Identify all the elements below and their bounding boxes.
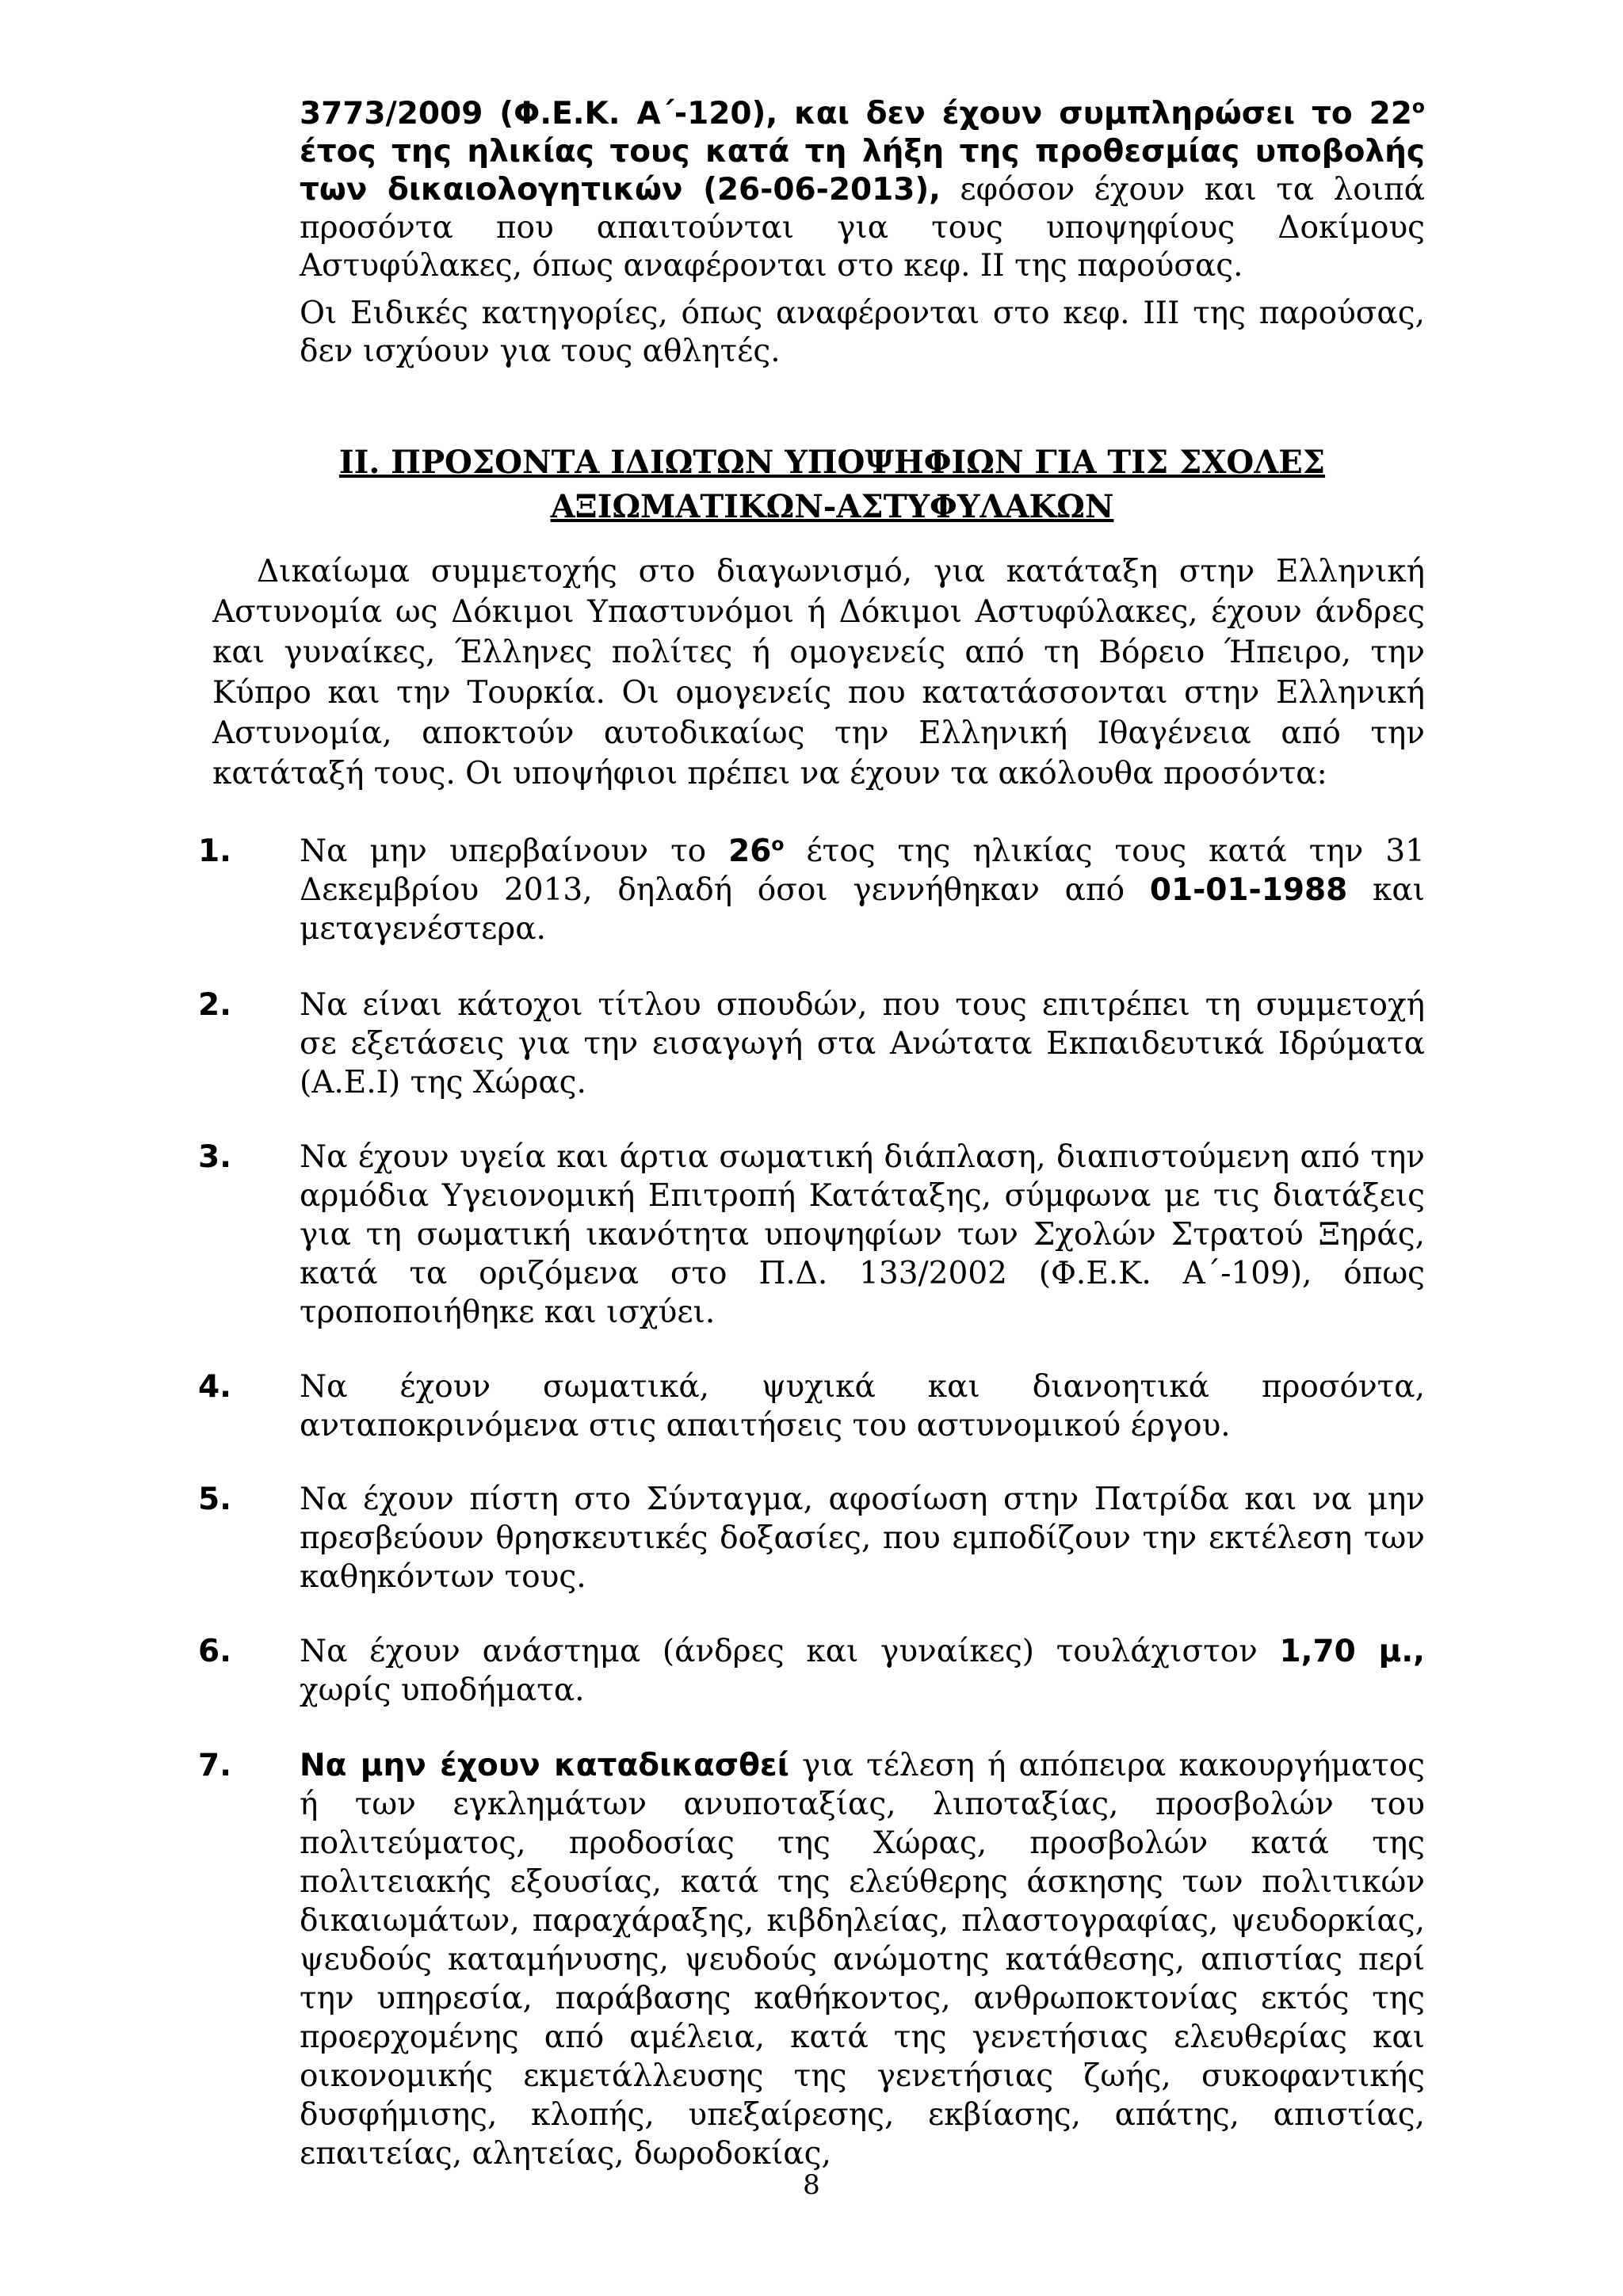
section-heading-line2: ΑΞΙΩΜΑΤΙΚΩΝ-ΑΣΤΥΦΥΛΑΚΩΝ [550, 488, 1114, 525]
intro-bold-mid: έτος της ηλικίας τους κατά τη λήξη της προθεσμίας υποβολής των δικαιολογητικών (26-06-2013), [300, 134, 1425, 208]
item-1-text-c: και μεταγενέστερα. [300, 872, 1425, 947]
list-item-number: 4. [198, 1369, 231, 1405]
list-item-text [300, 1632, 1425, 1710]
intro-paragraph [300, 95, 1425, 285]
list-item-number: 7. [198, 1748, 231, 1783]
item-1-bold-date: 01-01-1988 [1149, 872, 1348, 908]
intro-bold-sup: ο [1411, 95, 1425, 117]
page-number: 8 [803, 2169, 820, 2201]
intro-rest: εφόσον έχουν και τα λοιπά προσόντα που απαιτούνται για τους υποψηφίους Δοκίμους Αστυφύλακες, όπως αναφέρονται στο κεφ. ΙΙ της παρούσας. [300, 172, 1425, 284]
item-6-text-b: χωρίς υποδήματα. [300, 1672, 585, 1708]
section-heading [238, 441, 1426, 529]
item-1-text-b: έτος της ηλικίας τους κατά την 31 Δεκεμβρίου 2013, δηλαδή όσοι γεννήθηκαν από [300, 833, 1425, 908]
list-item-text: Να είναι κάτοχοι τίτλου σπουδών, που τους επιτρέπει τη συμμετοχή σε εξετάσεις για την εισαγωγή στα Ανώτατα Εκπαιδευτικά Ιδρύματα (Α.Ε.Ι) της Χώρας. [300, 987, 1425, 1100]
section-heading-line1: ΙΙ. ΠΡΟΣΟΝΤΑ ΙΔΙΩΤΩΝ ΥΠΟΨΗΦΙΩΝ ΓΙΑ ΤΙΣ ΣΧΟΛΕΣ [338, 444, 1326, 481]
list-item-number: 3. [198, 1139, 231, 1175]
item-1-text-a: Να μην υπερβαίνουν το [300, 833, 729, 869]
intro-second-text: Οι Ειδικές κατηγορίες, όπως αναφέρονται στο κεφ. ΙΙΙ της παρούσας, δεν ισχύουν για τους αθλητές. [300, 296, 1425, 369]
list-item-number: 2. [198, 987, 231, 1023]
list-item-number: 1. [198, 833, 231, 869]
list-item-text [300, 1746, 1425, 2173]
list-item-text: Να έχουν πίστη στο Σύνταγμα, αφοσίωση στην Πατρίδα και να μην πρεσβεύουν θρησκευτικές δοξασίες, που εμποδίζουν την εκτέλεση των καθηκόντων τους. [300, 1482, 1425, 1595]
list-item-text: Να έχουν σωματικά, ψυχικά και διανοητικά προσόντα, ανταποκρινόμενα στις απαιτήσεις του αστυνομικού έργου. [300, 1369, 1425, 1444]
item-6-bold-height: 1,70 μ., [1279, 1634, 1425, 1669]
item-7-text: για τέλεση ή απόπειρα κακουργήματος ή των εγκλημάτων ανυποταξίας, λιποταξίας, προσβολών του πολιτεύματος, προδοσίας της Χώρας, προσβολών κατά της πολιτειακής εξουσίας, κατά της ελεύθερης άσκησης των πολιτικών δικαιωμάτων, παραχάραξης, κιβδηλείας, πλαστογραφίας, ψευδορκίας, ψευδούς καταμήνυσης, ψευδούς ανώμοτης κατάθεσης, απιστίας περί την υπηρεσία, παράβασης καθήκοντος, ανθρωποκτονίας εκτός της προερχομένης από αμέλεια, κατά της γενετήσιας ελευθερίας και οικονομικής εκμετάλλευσης της γενετήσιας ζωής, συκοφαντικής δυσφήμισης, κλοπής, υπεξαίρεσης, εκβίασης, απάτης, απιστίας, επαιτείας, αλητείας, δωροδοκίας, [300, 1748, 1426, 2172]
list-item-text: Να έχουν υγεία και άρτια σωματική διάπλαση, διαπιστούμενη από την αρμόδια Υγειονομική Επιτροπή Κατάταξης, σύμφωνα με τις διατάξεις για τη σωματική ικανότητα υποψηφίων των Σχολών Στρατού Ξηράς, κατά τα οριζόμενα στο Π.Δ. 133/2002 (Φ.Ε.Κ. Α΄-109), όπως τροποποιήθηκε και ισχύει. [300, 1139, 1425, 1330]
item-7-bold-lead: Να μην έχουν καταδικασθεί [300, 1748, 789, 1783]
list-item-number: 6. [198, 1634, 231, 1669]
list-item-text [300, 832, 1425, 948]
intro-bold-lead: 3773/2009 (Φ.Ε.Κ. Α΄-120), και δεν έχουν συμπληρώσει το 22 [300, 96, 1412, 132]
body-paragraph [212, 551, 1425, 794]
body-paragraph-text: Δικαίωμα συμμετοχής στο διαγωνισμό, για κατάταξη στην Ελληνική Αστυνομία ως Δόκιμοι Υπαστυνόμοι ή Δόκιμοι Αστυφύλακες, έχουν άνδρες και γυναίκες, Έλληνες πολίτες ή ομογενείς από τη Βόρειο Ήπειρο, την Κύπρο και την Τουρκία. Οι ομογενείς που κατατάσσονται στην Ελληνική Αστυνομία, αποκτούν αυτοδικαίως την Ελληνική Ιθαγένεια από την κατάταξή τους. Οι υποψήφιοι πρέπει να έχουν τα ακόλουθα προσόντα: [212, 554, 1425, 791]
item-1-sup: ο [771, 833, 785, 855]
list-item-number: 5. [198, 1482, 231, 1517]
item-1-bold-age: 26 [728, 833, 772, 869]
intro-second-paragraph [300, 295, 1425, 371]
item-6-text-a: Να έχουν ανάστημα (άνδρες και γυναίκες) τουλάχιστον [300, 1634, 1280, 1669]
